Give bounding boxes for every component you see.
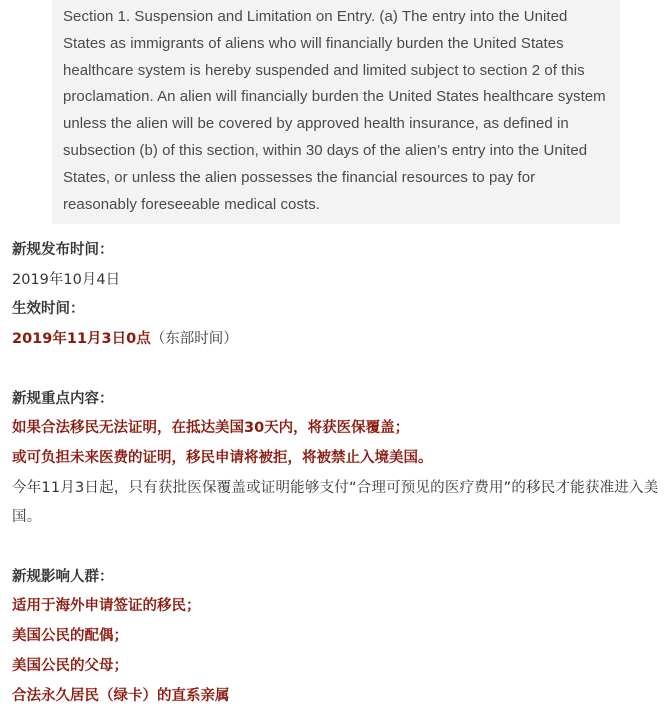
- affected-item: 适用于海外申请签证的移民；: [12, 598, 201, 615]
- effective-line: [12, 325, 660, 355]
- release-label: 新规发布时间：: [12, 242, 114, 258]
- effective-date: 2019年11月3日0点: [12, 331, 151, 348]
- affected-item: 美国公民的配偶；: [12, 628, 128, 645]
- key-points-summary: 今年11月3日起，只有获批医保覆盖或证明能够支付“合理可预见的医疗费用”的移民才能获准进入美国。: [12, 479, 659, 526]
- key-point-1: 如果合法移民无法证明，在抵达美国30天内，将获医保覆盖；: [12, 420, 410, 437]
- spacer: [12, 533, 660, 563]
- affected-item: 美国公民的父母；: [12, 657, 128, 674]
- proclamation-quote: [52, 0, 620, 224]
- affected-label: 新规影响人群：: [12, 568, 114, 585]
- affected-item: 合法永久居民（绿卡）的直系亲属: [12, 687, 230, 704]
- effective-label: 生效时间：: [12, 301, 85, 318]
- effective-timezone-note: （东部时间）: [150, 331, 238, 348]
- spacer: [12, 355, 660, 385]
- release-date: 2019年10月4日: [12, 271, 121, 288]
- key-points-label: 新规重点内容：: [12, 390, 114, 407]
- article-body: [12, 236, 660, 711]
- key-point-2: 或可负担未来医费的证明，移民申请将被拒，将被禁止入境美国。: [12, 449, 433, 466]
- quote-text: Section 1. Suspension and Limitation on Entry. (a) The entry into the United States as immigrants of aliens who will financially burden the United States healthcare system is hereby suspended and limited subject to section 2 of this proclamation. An alien will financially burden the United States healthcare system unless the alien will be covered by approved health insurance, as defined in subsection (b) of this section, within 30 days of the alien’s entry into the United States, or unless the alien possesses the financial resources to pay for reasonably foreseeable medical costs.: [63, 8, 606, 213]
